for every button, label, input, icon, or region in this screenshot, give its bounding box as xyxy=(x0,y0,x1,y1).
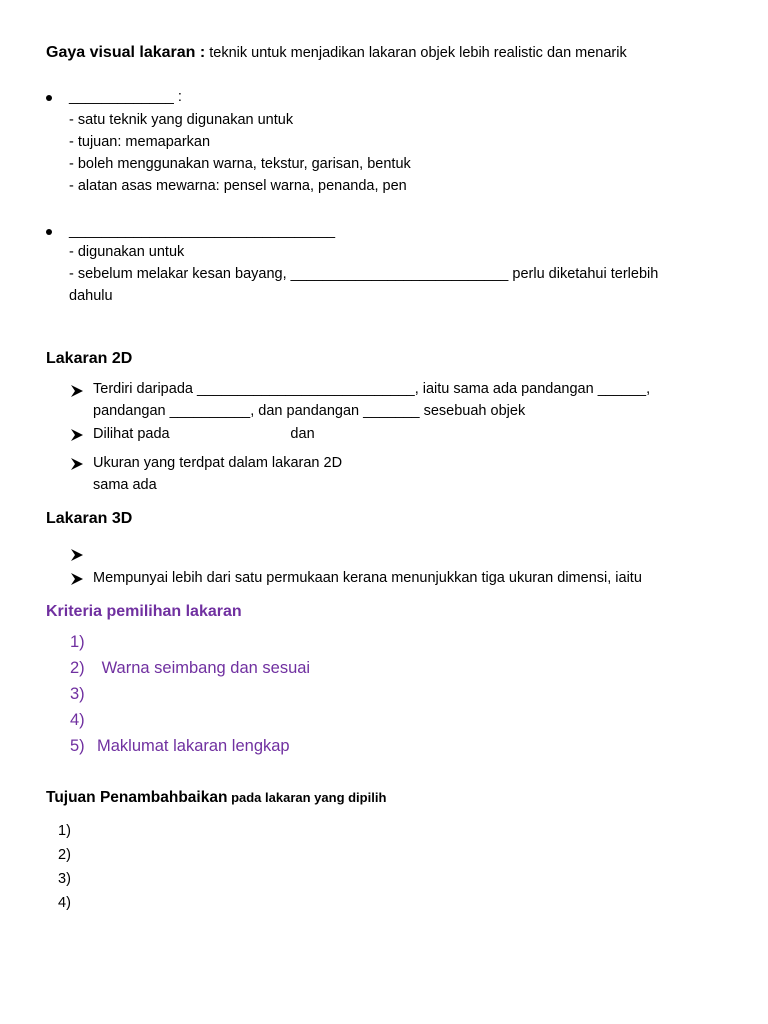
kriteria-item xyxy=(70,685,97,704)
kriteria-heading: Kriteria pemilihan lakaran xyxy=(46,603,242,620)
bullet1-line: - alatan asas mewarna: pensel warna, penanda, pen xyxy=(69,178,407,194)
bullet1-line: - tujuan: memaparkan xyxy=(69,134,211,150)
bullet-dot xyxy=(46,95,52,101)
bullet2-line: - digunakan untuk xyxy=(69,244,185,260)
kriteria-text: Warna seimbang dan sesuai xyxy=(97,659,311,677)
arrow-bullet-icon xyxy=(70,428,84,442)
title-rest: teknik untuk menjadikan lakaran objek lebih realistic dan menarik xyxy=(205,45,627,61)
document-title xyxy=(46,44,627,62)
bullet2-line: - sebelum melakar kesan bayang, ___________________________ perlu diketahui terlebih xyxy=(69,266,659,282)
kriteria-text: Maklumat lakaran lengkap xyxy=(97,737,290,755)
lakaran-3d-heading: Lakaran 3D xyxy=(46,510,133,527)
tujuan-strong: Tujuan Penambahbaikan xyxy=(46,789,228,806)
lakaran-2d-item-line: Dilihat pada dan xyxy=(93,426,315,442)
lakaran-2d-item-line: pandangan __________, dan pandangan _______ sesebuah objek xyxy=(93,403,526,419)
lakaran-2d-item-line: Terdiri daripada ___________________________, iaitu sama ada pandangan ______, xyxy=(93,381,651,397)
tujuan-small: pada lakaran yang dipilih xyxy=(227,790,387,805)
bullet1-head: _____________ : xyxy=(69,89,182,105)
kriteria-number: 1) xyxy=(70,633,85,651)
bullet1-line: - boleh menggunakan warna, tekstur, garisan, bentuk xyxy=(69,156,411,172)
kriteria-item xyxy=(70,659,310,678)
arrow-bullet-icon xyxy=(70,457,84,471)
kriteria-item xyxy=(70,711,97,730)
arrow-bullet-icon xyxy=(70,572,84,586)
arrow-bullet-icon xyxy=(70,384,84,398)
kriteria-number: 4) xyxy=(70,711,85,729)
lakaran-2d-item-line: sama ada xyxy=(93,477,157,493)
kriteria-item xyxy=(70,633,97,652)
title-strong: Gaya visual lakaran : xyxy=(46,44,206,61)
tujuan-item: 4) xyxy=(58,895,71,911)
tujuan-heading xyxy=(46,789,386,807)
kriteria-number: 5) xyxy=(70,737,85,755)
bullet2-line: dahulu xyxy=(69,288,113,304)
bullet1-line: - satu teknik yang digunakan untuk xyxy=(69,112,294,128)
arrow-bullet-icon xyxy=(70,548,84,562)
lakaran-2d-heading: Lakaran 2D xyxy=(46,350,133,367)
tujuan-item: 3) xyxy=(58,871,71,887)
tujuan-item: 1) xyxy=(58,823,71,839)
kriteria-item xyxy=(70,737,290,756)
kriteria-number: 3) xyxy=(70,685,85,703)
bullet2-head: _________________________________ xyxy=(69,223,336,239)
bullet-dot xyxy=(46,229,52,235)
kriteria-number: 2) xyxy=(70,659,85,677)
lakaran-3d-item-line: Mempunyai lebih dari satu permukaan kerana menunjukkan tiga ukuran dimensi, iaitu xyxy=(93,570,642,586)
tujuan-item: 2) xyxy=(58,847,71,863)
lakaran-2d-item-line: Ukuran yang terdpat dalam lakaran 2D xyxy=(93,455,343,471)
